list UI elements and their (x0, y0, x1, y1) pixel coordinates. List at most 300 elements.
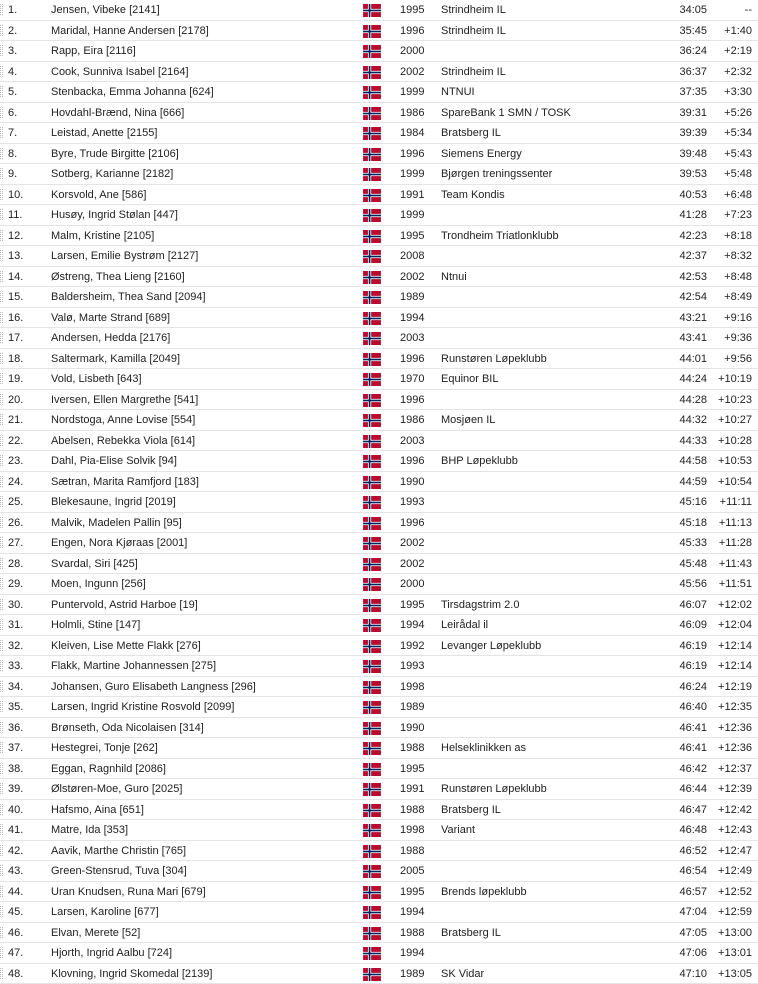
rank-cell: 20. (8, 393, 23, 407)
birth-year-cell: 1991 (400, 188, 424, 202)
rank-cell: 38. (8, 762, 23, 776)
time-behind-cell: +12:04 (710, 618, 752, 632)
rank-cell: 35. (8, 700, 23, 714)
rank-cell: 44. (8, 885, 23, 899)
rank-cell: 19. (8, 372, 23, 386)
drag-handle-icon[interactable] (0, 127, 3, 138)
drag-handle-icon[interactable] (0, 189, 3, 200)
finish-time-cell: 44:24 (655, 372, 707, 386)
table-row[interactable] (0, 779, 758, 800)
drag-handle-icon[interactable] (0, 701, 3, 712)
drag-handle-icon[interactable] (0, 558, 3, 569)
birth-year-cell: 2002 (400, 536, 424, 550)
runner-name-cell[interactable]: Elvan, Merete [52] (51, 926, 140, 940)
runner-name-cell[interactable]: Østreng, Thea Lieng [2160] (51, 270, 185, 284)
runner-name-cell[interactable]: Malvik, Madelen Pallin [95] (51, 516, 182, 530)
birth-year-cell: 2002 (400, 557, 424, 571)
table-row[interactable] (0, 144, 758, 165)
runner-name-cell[interactable]: Andersen, Hedda [2176] (51, 331, 170, 345)
drag-handle-icon[interactable] (0, 476, 3, 487)
drag-handle-icon[interactable] (0, 332, 3, 343)
birth-year-cell: 1994 (400, 946, 424, 960)
club-cell: Levanger Løpeklubb (441, 639, 541, 653)
birth-year-cell: 1999 (400, 85, 424, 99)
norway-flag-icon (362, 804, 382, 817)
drag-handle-icon[interactable] (0, 209, 3, 220)
norway-flag-icon (362, 517, 382, 530)
birth-year-cell: 1995 (400, 598, 424, 612)
runner-name-cell[interactable]: Engen, Nora Kjøraas [2001] (51, 536, 187, 550)
runner-name-cell[interactable]: Larsen, Emilie Bystrøm [2127] (51, 249, 198, 263)
table-row[interactable] (0, 287, 758, 308)
runner-name-cell[interactable]: Valø, Marte Strand [689] (51, 311, 170, 325)
finish-time-cell: 37:35 (655, 85, 707, 99)
runner-name-cell[interactable]: Leistad, Anette [2155] (51, 126, 157, 140)
runner-name-cell[interactable]: Hestegrei, Tonje [262] (51, 741, 158, 755)
runner-name-cell[interactable]: Klovning, Ingrid Skomedal [2139] (51, 967, 212, 981)
runner-name-cell[interactable]: Malm, Kristine [2105] (51, 229, 154, 243)
table-row[interactable] (0, 574, 758, 595)
table-row[interactable] (0, 800, 758, 821)
birth-year-cell: 1996 (400, 454, 424, 468)
finish-time-cell: 46:19 (655, 659, 707, 673)
rank-cell: 6. (8, 106, 17, 120)
runner-name-cell[interactable]: Vold, Lisbeth [643] (51, 372, 142, 386)
finish-time-cell: 39:39 (655, 126, 707, 140)
finish-time-cell: 46:57 (655, 885, 707, 899)
norway-flag-icon (362, 230, 382, 243)
drag-handle-icon[interactable] (0, 640, 3, 651)
drag-handle-icon[interactable] (0, 230, 3, 241)
runner-name-cell[interactable]: Holmli, Stine [147] (51, 618, 140, 632)
club-cell: Team Kondis (441, 188, 505, 202)
table-row[interactable] (0, 697, 758, 718)
birth-year-cell: 2002 (400, 270, 424, 284)
birth-year-cell: 1988 (400, 926, 424, 940)
norway-flag-icon (362, 291, 382, 304)
finish-time-cell: 46:24 (655, 680, 707, 694)
time-behind-cell: +1:40 (710, 24, 752, 38)
table-row[interactable] (0, 431, 758, 452)
table-row[interactable] (0, 410, 758, 431)
birth-year-cell: 1995 (400, 3, 424, 17)
table-row[interactable] (0, 185, 758, 206)
finish-time-cell: 46:48 (655, 823, 707, 837)
runner-name-cell[interactable]: Johansen, Guro Elisabeth Langness [296] (51, 680, 256, 694)
table-row[interactable] (0, 595, 758, 616)
time-behind-cell: +10:19 (710, 372, 752, 386)
birth-year-cell: 1991 (400, 782, 424, 796)
table-row[interactable] (0, 0, 758, 21)
birth-year-cell: 1996 (400, 516, 424, 530)
finish-time-cell: 35:45 (655, 24, 707, 38)
table-row[interactable] (0, 902, 758, 923)
norway-flag-icon (362, 906, 382, 919)
drag-handle-icon[interactable] (0, 86, 3, 97)
table-row[interactable] (0, 718, 758, 739)
table-row[interactable] (0, 615, 758, 636)
runner-name-cell[interactable]: Hafsmo, Aina [651] (51, 803, 144, 817)
rank-cell: 46. (8, 926, 23, 940)
time-behind-cell: +11:11 (710, 495, 752, 509)
finish-time-cell: 44:58 (655, 454, 707, 468)
finish-time-cell: 42:54 (655, 290, 707, 304)
norway-flag-icon (362, 332, 382, 345)
norway-flag-icon (362, 701, 382, 714)
rank-cell: 14. (8, 270, 23, 284)
time-behind-cell: +10:54 (710, 475, 752, 489)
drag-handle-icon[interactable] (0, 250, 3, 261)
drag-handle-icon[interactable] (0, 537, 3, 548)
runner-name-cell[interactable]: Husøy, Ingrid Stølan [447] (51, 208, 178, 222)
club-cell: Brends løpeklubb (441, 885, 527, 899)
runner-name-cell[interactable]: Sotberg, Karianne [2182] (51, 167, 173, 181)
runner-name-cell[interactable]: Matre, Ida [353] (51, 823, 128, 837)
drag-handle-icon[interactable] (0, 927, 3, 938)
table-row[interactable] (0, 943, 758, 964)
table-row[interactable] (0, 738, 758, 759)
club-cell: Equinor BIL (441, 372, 498, 386)
norway-flag-icon (362, 414, 382, 427)
runner-name-cell[interactable]: Baldersheim, Thea Sand [2094] (51, 290, 206, 304)
finish-time-cell: 42:53 (655, 270, 707, 284)
rank-cell: 2. (8, 24, 17, 38)
time-behind-cell: +3:30 (710, 85, 752, 99)
table-row[interactable] (0, 246, 758, 267)
drag-handle-icon[interactable] (0, 148, 3, 159)
rank-cell: 33. (8, 659, 23, 673)
table-row[interactable] (0, 164, 758, 185)
norway-flag-icon (362, 558, 382, 571)
drag-handle-icon[interactable] (0, 25, 3, 36)
drag-handle-icon[interactable] (0, 394, 3, 405)
runner-name-cell[interactable]: Larsen, Ingrid Kristine Rosvold [2099] (51, 700, 234, 714)
time-behind-cell: +13:00 (710, 926, 752, 940)
club-cell: Strindheim IL (441, 65, 506, 79)
club-cell: SpareBank 1 SMN / TOSK (441, 106, 571, 120)
drag-handle-icon[interactable] (0, 783, 3, 794)
rank-cell: 15. (8, 290, 23, 304)
time-behind-cell: +9:36 (710, 331, 752, 345)
norway-flag-icon (362, 763, 382, 776)
runner-name-cell[interactable]: Aavik, Marthe Christin [765] (51, 844, 186, 858)
time-behind-cell: +12:19 (710, 680, 752, 694)
time-behind-cell: +10:28 (710, 434, 752, 448)
runner-name-cell[interactable]: Saltermark, Kamilla [2049] (51, 352, 180, 366)
drag-handle-icon[interactable] (0, 804, 3, 815)
runner-name-cell[interactable]: Blekesaune, Ingrid [2019] (51, 495, 176, 509)
norway-flag-icon (362, 619, 382, 632)
club-cell: Bratsberg IL (441, 126, 501, 140)
norway-flag-icon (362, 927, 382, 940)
club-cell: Ntnui (441, 270, 467, 284)
time-behind-cell: +5:34 (710, 126, 752, 140)
table-row[interactable] (0, 882, 758, 903)
drag-handle-icon[interactable] (0, 517, 3, 528)
birth-year-cell: 1993 (400, 659, 424, 673)
norway-flag-icon (362, 496, 382, 509)
table-row[interactable] (0, 513, 758, 534)
table-row[interactable] (0, 841, 758, 862)
table-row[interactable] (0, 656, 758, 677)
birth-year-cell: 1989 (400, 967, 424, 981)
table-row[interactable] (0, 554, 758, 575)
finish-time-cell: 44:59 (655, 475, 707, 489)
drag-handle-icon[interactable] (0, 722, 3, 733)
drag-handle-icon[interactable] (0, 414, 3, 425)
runner-name-cell[interactable]: Cook, Sunniva Isabel [2164] (51, 65, 189, 79)
table-row[interactable] (0, 369, 758, 390)
time-behind-cell: +12:14 (710, 639, 752, 653)
drag-handle-icon[interactable] (0, 168, 3, 179)
rank-cell: 22. (8, 434, 23, 448)
rank-cell: 11. (8, 208, 22, 222)
club-cell: Bratsberg IL (441, 926, 501, 940)
drag-handle-icon[interactable] (0, 763, 3, 774)
drag-handle-icon[interactable] (0, 373, 3, 384)
runner-name-cell[interactable]: Iversen, Ellen Margrethe [541] (51, 393, 198, 407)
time-behind-cell: +13:05 (710, 967, 752, 981)
table-row[interactable] (0, 923, 758, 944)
table-row[interactable] (0, 472, 758, 493)
table-row[interactable] (0, 492, 758, 513)
rank-cell: 13. (8, 249, 23, 263)
table-row[interactable] (0, 390, 758, 411)
runner-name-cell[interactable]: Dahl, Pia-Elise Solvik [94] (51, 454, 177, 468)
drag-handle-icon[interactable] (0, 660, 3, 671)
norway-flag-icon (362, 148, 382, 161)
runner-name-cell[interactable]: Hovdahl-Brænd, Nina [666] (51, 106, 184, 120)
finish-time-cell: 46:41 (655, 741, 707, 755)
time-behind-cell: +12:42 (710, 803, 752, 817)
drag-handle-icon[interactable] (0, 619, 3, 630)
time-behind-cell: +12:14 (710, 659, 752, 673)
runner-name-cell[interactable]: Byre, Trude Birgitte [2106] (51, 147, 179, 161)
runner-name-cell[interactable]: Kleiven, Lise Mette Flakk [276] (51, 639, 201, 653)
finish-time-cell: 43:41 (655, 331, 707, 345)
time-behind-cell: +12:39 (710, 782, 752, 796)
table-row[interactable] (0, 21, 758, 42)
runner-name-cell[interactable]: Rapp, Eira [2116] (51, 44, 136, 58)
table-row[interactable] (0, 267, 758, 288)
norway-flag-icon (362, 353, 382, 366)
rank-cell: 39. (8, 782, 23, 796)
drag-handle-icon[interactable] (0, 271, 3, 282)
finish-time-cell: 47:05 (655, 926, 707, 940)
table-row[interactable] (0, 205, 758, 226)
time-behind-cell: +5:26 (710, 106, 752, 120)
runner-name-cell[interactable]: Eggan, Ragnhild [2086] (51, 762, 166, 776)
drag-handle-icon[interactable] (0, 906, 3, 917)
norway-flag-icon (362, 599, 382, 612)
table-row[interactable] (0, 677, 758, 698)
club-cell: Strindheim IL (441, 3, 506, 17)
time-behind-cell: +12:43 (710, 823, 752, 837)
table-row[interactable] (0, 861, 758, 882)
finish-time-cell: 45:16 (655, 495, 707, 509)
runner-name-cell[interactable]: Puntervold, Astrid Harboe [19] (51, 598, 198, 612)
norway-flag-icon (362, 455, 382, 468)
table-row[interactable] (0, 820, 758, 841)
birth-year-cell: 2002 (400, 65, 424, 79)
drag-handle-icon[interactable] (0, 865, 3, 876)
birth-year-cell: 1993 (400, 495, 424, 509)
club-cell: Siemens Energy (441, 147, 522, 161)
rank-cell: 48. (8, 967, 23, 981)
birth-year-cell: 2003 (400, 434, 424, 448)
table-row[interactable] (0, 123, 758, 144)
club-cell: Bratsberg IL (441, 803, 501, 817)
table-row[interactable] (0, 636, 758, 657)
finish-time-cell: 44:32 (655, 413, 707, 427)
drag-handle-icon[interactable] (0, 886, 3, 897)
rank-cell: 37. (8, 741, 23, 755)
runner-name-cell[interactable]: Korsvold, Ane [586] (51, 188, 146, 202)
table-row[interactable] (0, 759, 758, 780)
drag-handle-icon[interactable] (0, 45, 3, 56)
runner-name-cell[interactable]: Sætran, Marita Ramfjord [183] (51, 475, 199, 489)
birth-year-cell: 1988 (400, 741, 424, 755)
rank-cell: 36. (8, 721, 23, 735)
rank-cell: 7. (8, 126, 17, 140)
runner-name-cell[interactable]: Svardal, Siri [425] (51, 557, 138, 571)
table-row[interactable] (0, 308, 758, 329)
time-behind-cell: +11:43 (710, 557, 752, 571)
table-row[interactable] (0, 82, 758, 103)
club-cell: Strindheim IL (441, 24, 506, 38)
finish-time-cell: 44:33 (655, 434, 707, 448)
runner-name-cell[interactable]: Ølstøren-Moe, Guro [2025] (51, 782, 182, 796)
birth-year-cell: 2003 (400, 331, 424, 345)
rank-cell: 40. (8, 803, 23, 817)
time-behind-cell: +11:13 (710, 516, 752, 530)
rank-cell: 4. (8, 65, 17, 79)
norway-flag-icon (362, 373, 382, 386)
time-behind-cell: +12:36 (710, 741, 752, 755)
club-cell: Tirsdagstrim 2.0 (441, 598, 519, 612)
rank-cell: 32. (8, 639, 23, 653)
finish-time-cell: 36:37 (655, 65, 707, 79)
table-row[interactable] (0, 328, 758, 349)
rank-cell: 45. (8, 905, 23, 919)
finish-time-cell: 46:09 (655, 618, 707, 632)
finish-time-cell: 34:05 (655, 3, 707, 17)
drag-handle-icon[interactable] (0, 845, 3, 856)
norway-flag-icon (362, 476, 382, 489)
drag-handle-icon[interactable] (0, 599, 3, 610)
finish-time-cell: 41:28 (655, 208, 707, 222)
drag-handle-icon[interactable] (0, 66, 3, 77)
norway-flag-icon (362, 578, 382, 591)
finish-time-cell: 44:28 (655, 393, 707, 407)
runner-name-cell[interactable]: Stenbacka, Emma Johanna [624] (51, 85, 214, 99)
runner-name-cell[interactable]: Larsen, Karoline [677] (51, 905, 159, 919)
rank-cell: 3. (8, 44, 17, 58)
drag-handle-icon[interactable] (0, 4, 3, 15)
runner-name-cell[interactable]: Maridal, Hanne Andersen [2178] (51, 24, 209, 38)
table-row[interactable] (0, 451, 758, 472)
runner-name-cell[interactable]: Brønseth, Oda Nicolaisen [314] (51, 721, 204, 735)
drag-handle-icon[interactable] (0, 681, 3, 692)
rank-cell: 12. (8, 229, 23, 243)
finish-time-cell: 36:24 (655, 44, 707, 58)
finish-time-cell: 47:04 (655, 905, 707, 919)
norway-flag-icon (362, 824, 382, 837)
birth-year-cell: 1994 (400, 618, 424, 632)
drag-handle-icon[interactable] (0, 824, 3, 835)
norway-flag-icon (362, 435, 382, 448)
drag-handle-icon[interactable] (0, 107, 3, 118)
finish-time-cell: 44:01 (655, 352, 707, 366)
runner-name-cell[interactable]: Flakk, Martine Johannessen [275] (51, 659, 216, 673)
norway-flag-icon (362, 681, 382, 694)
drag-handle-icon[interactable] (0, 742, 3, 753)
birth-year-cell: 1990 (400, 721, 424, 735)
finish-time-cell: 46:44 (655, 782, 707, 796)
drag-handle-icon[interactable] (0, 496, 3, 507)
birth-year-cell: 1996 (400, 352, 424, 366)
finish-time-cell: 45:56 (655, 577, 707, 591)
runner-name-cell[interactable]: Green-Stensrud, Tuva [304] (51, 864, 187, 878)
table-row[interactable] (0, 226, 758, 247)
drag-handle-icon[interactable] (0, 947, 3, 958)
drag-handle-icon[interactable] (0, 435, 3, 446)
rank-cell: 17. (8, 331, 23, 345)
drag-handle-icon[interactable] (0, 312, 3, 323)
table-row[interactable] (0, 533, 758, 554)
drag-handle-icon[interactable] (0, 455, 3, 466)
finish-time-cell: 39:48 (655, 147, 707, 161)
rank-cell: 43. (8, 864, 23, 878)
rank-cell: 9. (8, 167, 17, 181)
birth-year-cell: 2008 (400, 249, 424, 263)
runner-name-cell[interactable]: Uran Knudsen, Runa Mari [679] (51, 885, 206, 899)
norway-flag-icon (362, 886, 382, 899)
time-behind-cell: +12:49 (710, 864, 752, 878)
time-behind-cell: +11:51 (710, 577, 752, 591)
rank-cell: 8. (8, 147, 17, 161)
drag-handle-icon[interactable] (0, 353, 3, 364)
runner-name-cell[interactable]: Jensen, Vibeke [2141] (51, 3, 160, 17)
club-cell: NTNUI (441, 85, 475, 99)
finish-time-cell: 39:53 (655, 167, 707, 181)
rank-cell: 24. (8, 475, 23, 489)
club-cell: Trondheim Triatlonklubb (441, 229, 559, 243)
birth-year-cell: 1992 (400, 639, 424, 653)
rank-cell: 10. (8, 188, 23, 202)
finish-time-cell: 46:54 (655, 864, 707, 878)
runner-name-cell[interactable]: Moen, Ingunn [256] (51, 577, 146, 591)
time-behind-cell: +5:43 (710, 147, 752, 161)
table-row[interactable] (0, 41, 758, 62)
time-behind-cell: +2:19 (710, 44, 752, 58)
norway-flag-icon (362, 189, 382, 202)
norway-flag-icon (362, 783, 382, 796)
runner-name-cell[interactable]: Abelsen, Rebekka Viola [614] (51, 434, 195, 448)
time-behind-cell: +12:59 (710, 905, 752, 919)
runner-name-cell[interactable]: Hjorth, Ingrid Aalbu [724] (51, 946, 172, 960)
runner-name-cell[interactable]: Nordstoga, Anne Lovise [554] (51, 413, 195, 427)
table-row[interactable] (0, 62, 758, 83)
drag-handle-icon[interactable] (0, 578, 3, 589)
drag-handle-icon[interactable] (0, 291, 3, 302)
table-row[interactable] (0, 964, 758, 984)
table-row[interactable] (0, 103, 758, 124)
finish-time-cell: 46:41 (655, 721, 707, 735)
table-row[interactable] (0, 349, 758, 370)
birth-year-cell: 1996 (400, 147, 424, 161)
birth-year-cell: 1998 (400, 680, 424, 694)
